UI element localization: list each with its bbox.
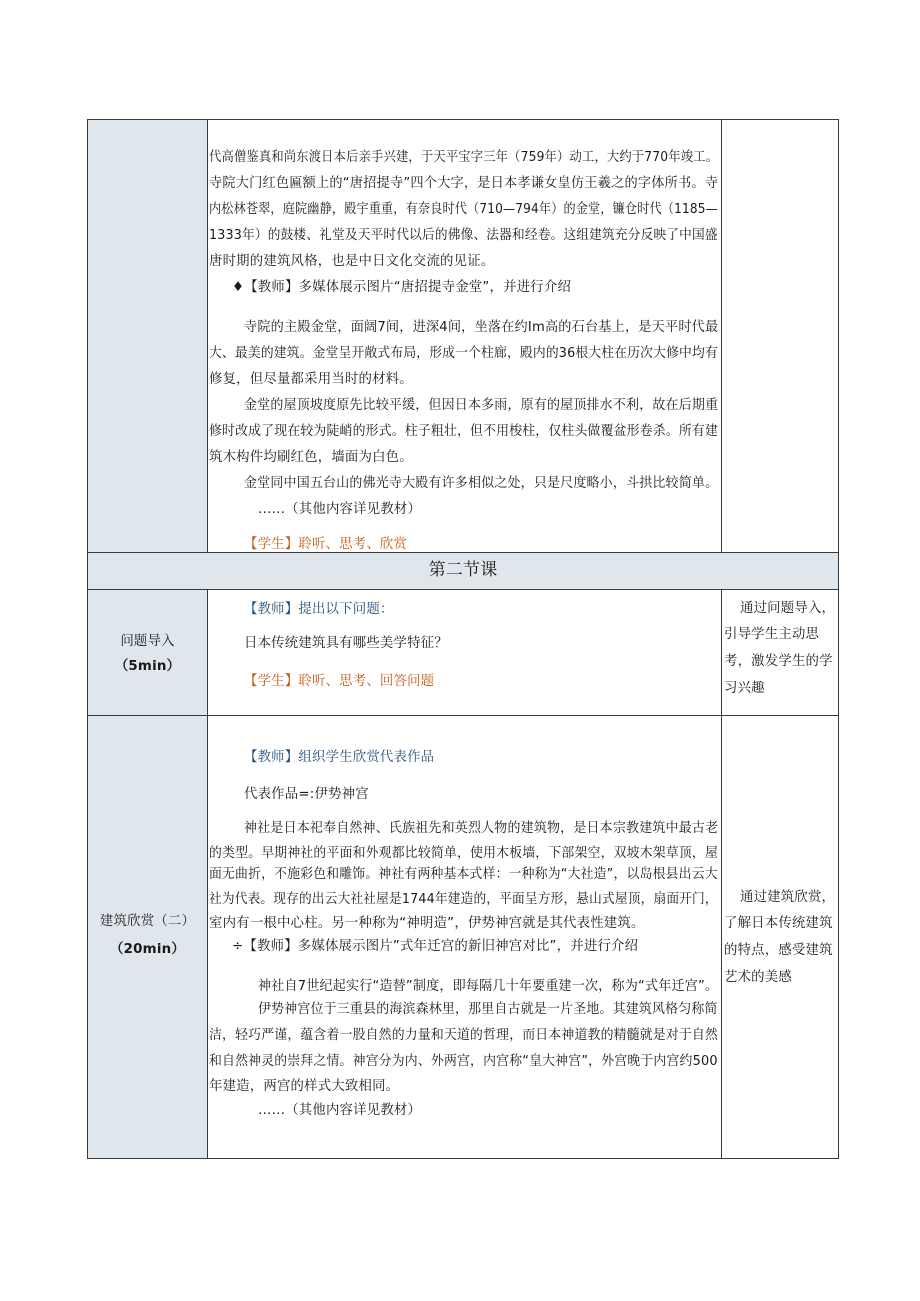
paragraph-line: 大、最美的建筑。金堂呈开敞式布局，形成一个柱廊，殿内的36根大柱在历次大修中均有 xyxy=(209,346,718,361)
grid-line xyxy=(87,552,839,553)
etc-note: ……（其他内容详见教材） xyxy=(258,1103,422,1118)
section-title: 第二节课 xyxy=(428,560,498,580)
paragraph-line: 寺院大门红色匾额上的“唐招提寺”四个大字，是日本孝谦女皇仿王羲之的字体所书。寺 xyxy=(209,176,719,191)
stage-time: （20min） xyxy=(110,942,185,957)
stage-column-shade-mid xyxy=(87,589,208,715)
grid-line xyxy=(721,589,722,1159)
grid-line xyxy=(87,119,839,120)
paragraph-line: 的类型。早期神社的平面和外观都比较简单，使用木板墙，下部架空，双坡木架草顶，屋 xyxy=(209,846,719,861)
design-intent-line: 习兴趣 xyxy=(724,681,765,696)
paragraph-line: 面无曲折，不施彩色和雕饰。神社有两种基本式样：一种称为“大社造”，以岛根县出云大 xyxy=(209,867,718,882)
paragraph-line: 室内有一根中心柱。另一种称为“神明造”，伊势神宫就是其代表性建筑。 xyxy=(209,916,645,931)
teacher-show-line: ♦【教师】多媒体展示图片“唐招提寺金堂”，并进行介绍 xyxy=(232,280,572,295)
paragraph-line: 代高僧鉴真和尚东渡日本后亲手兴建，于天平宝字三年（759年）动工，大约于770年竣工。 xyxy=(209,150,719,165)
grid-line xyxy=(87,715,839,716)
stage-time: （5min） xyxy=(114,659,181,674)
paragraph-line: 神社自7世纪起实行“造替”制度，即每隔几十年要重建一次，称为“式年迁宫”。 xyxy=(258,979,719,994)
question-text: 日本传统建筑具有哪些美学特征？ xyxy=(244,636,448,651)
design-intent-line: 艺术的美感 xyxy=(724,970,792,985)
grid-line xyxy=(87,1158,839,1159)
design-intent-line: 的特点，感受建筑 xyxy=(724,943,833,958)
design-intent-line: 考，激发学生的学 xyxy=(724,654,833,669)
teacher-activity: 【教师】提出以下问题： xyxy=(244,602,394,617)
etc-note: ……（其他内容详见教材） xyxy=(258,502,422,517)
paragraph-line: 年建造，两宫的样式大致相同。 xyxy=(209,1079,400,1094)
stage-name: 建筑欣赏（二） xyxy=(99,914,196,929)
student-activity: 【学生】聆听、思考、回答问题 xyxy=(244,674,435,689)
stage-column-shade-bottom xyxy=(87,715,208,1159)
teacher-activity: 【教师】组织学生欣赏代表作品 xyxy=(244,750,435,765)
stage-column-shade-top xyxy=(87,119,208,552)
stage-name: 问题导入 xyxy=(120,634,175,649)
paragraph-line: 筑木构件均刷红色，墙面为白色。 xyxy=(209,450,413,465)
paragraph-line: 唐时期的建筑风格，也是中日文化交流的见证。 xyxy=(209,254,495,269)
representative-work: 代表作品=:伊势神宫 xyxy=(244,787,369,802)
design-intent-line: 引导学生主动思 xyxy=(724,627,820,642)
paragraph-line: 金堂的屋顶坡度原先比较平缓，但因日本多雨，原有的屋顶排水不利，故在后期重 xyxy=(244,398,719,413)
grid-line xyxy=(207,119,208,553)
student-activity: 【学生】聆听、思考、欣赏 xyxy=(244,537,408,552)
paragraph-line: 修时改成了现在较为陡峭的形式。柱子粗壮，但不用梭柱，仅柱头做覆盆形卷杀。所有建 xyxy=(209,424,719,439)
paragraph-line: 社为代表。现存的出云大社社屋是1744年建造的，平面呈方形，悬山式屋顶，扇面开门， xyxy=(209,892,718,907)
paragraph-line: 寺院的主殿金堂，面阔7间，进深4间，坐落在约Im高的石台基上，是天平时代最 xyxy=(244,320,719,335)
design-intent-line: 了解日本传统建筑 xyxy=(724,916,833,931)
paragraph-line: 和自然神灵的崇拜之情。神宫分为内、外两宫，内宫称“皇大神宫”，外宫晚于内宫约500 xyxy=(209,1054,718,1069)
paragraph-line: 内松林苍翠，庭院幽静，殿宇重重，有奈良时代（710—794年）的金堂，镰仓时代（1185— xyxy=(209,202,718,217)
grid-line xyxy=(721,119,722,553)
grid-line xyxy=(87,589,839,590)
grid-line xyxy=(838,119,839,1159)
design-intent-line: 通过建筑欣赏， xyxy=(740,890,836,905)
paragraph-line: 伊势神宫位于三重县的海滨森林里，那里自古就是一片圣地。其建筑风格匀称简 xyxy=(258,1002,718,1017)
paragraph-line: 金堂同中国五台山的佛光寺大殿有许多相似之处，只是尺度略小，斗拱比较简单。 xyxy=(244,476,719,491)
paragraph-line: 修复，但尽量都采用当时的材料。 xyxy=(209,372,413,387)
paragraph-line: 神社是日本祀奉自然神、氏族祖先和英烈人物的建筑物，是日本宗教建筑中最古老 xyxy=(244,821,719,836)
design-intent-line: 通过问题导入， xyxy=(740,601,836,616)
teacher-show-line: ÷【教师】多媒体展示图片”式年迁宫的新旧神宫对比”，并进行介绍 xyxy=(232,939,639,954)
paragraph-line: 洁，轻巧严谨，蕴含着一股自然的力量和天道的哲理，而日本神道教的精髓就是对于自然 xyxy=(209,1028,719,1043)
paragraph-line: 1333年）的鼓楼、礼堂及天平时代以后的佛像、法器和经卷。这组建筑充分反映了中国盛 xyxy=(209,228,718,243)
